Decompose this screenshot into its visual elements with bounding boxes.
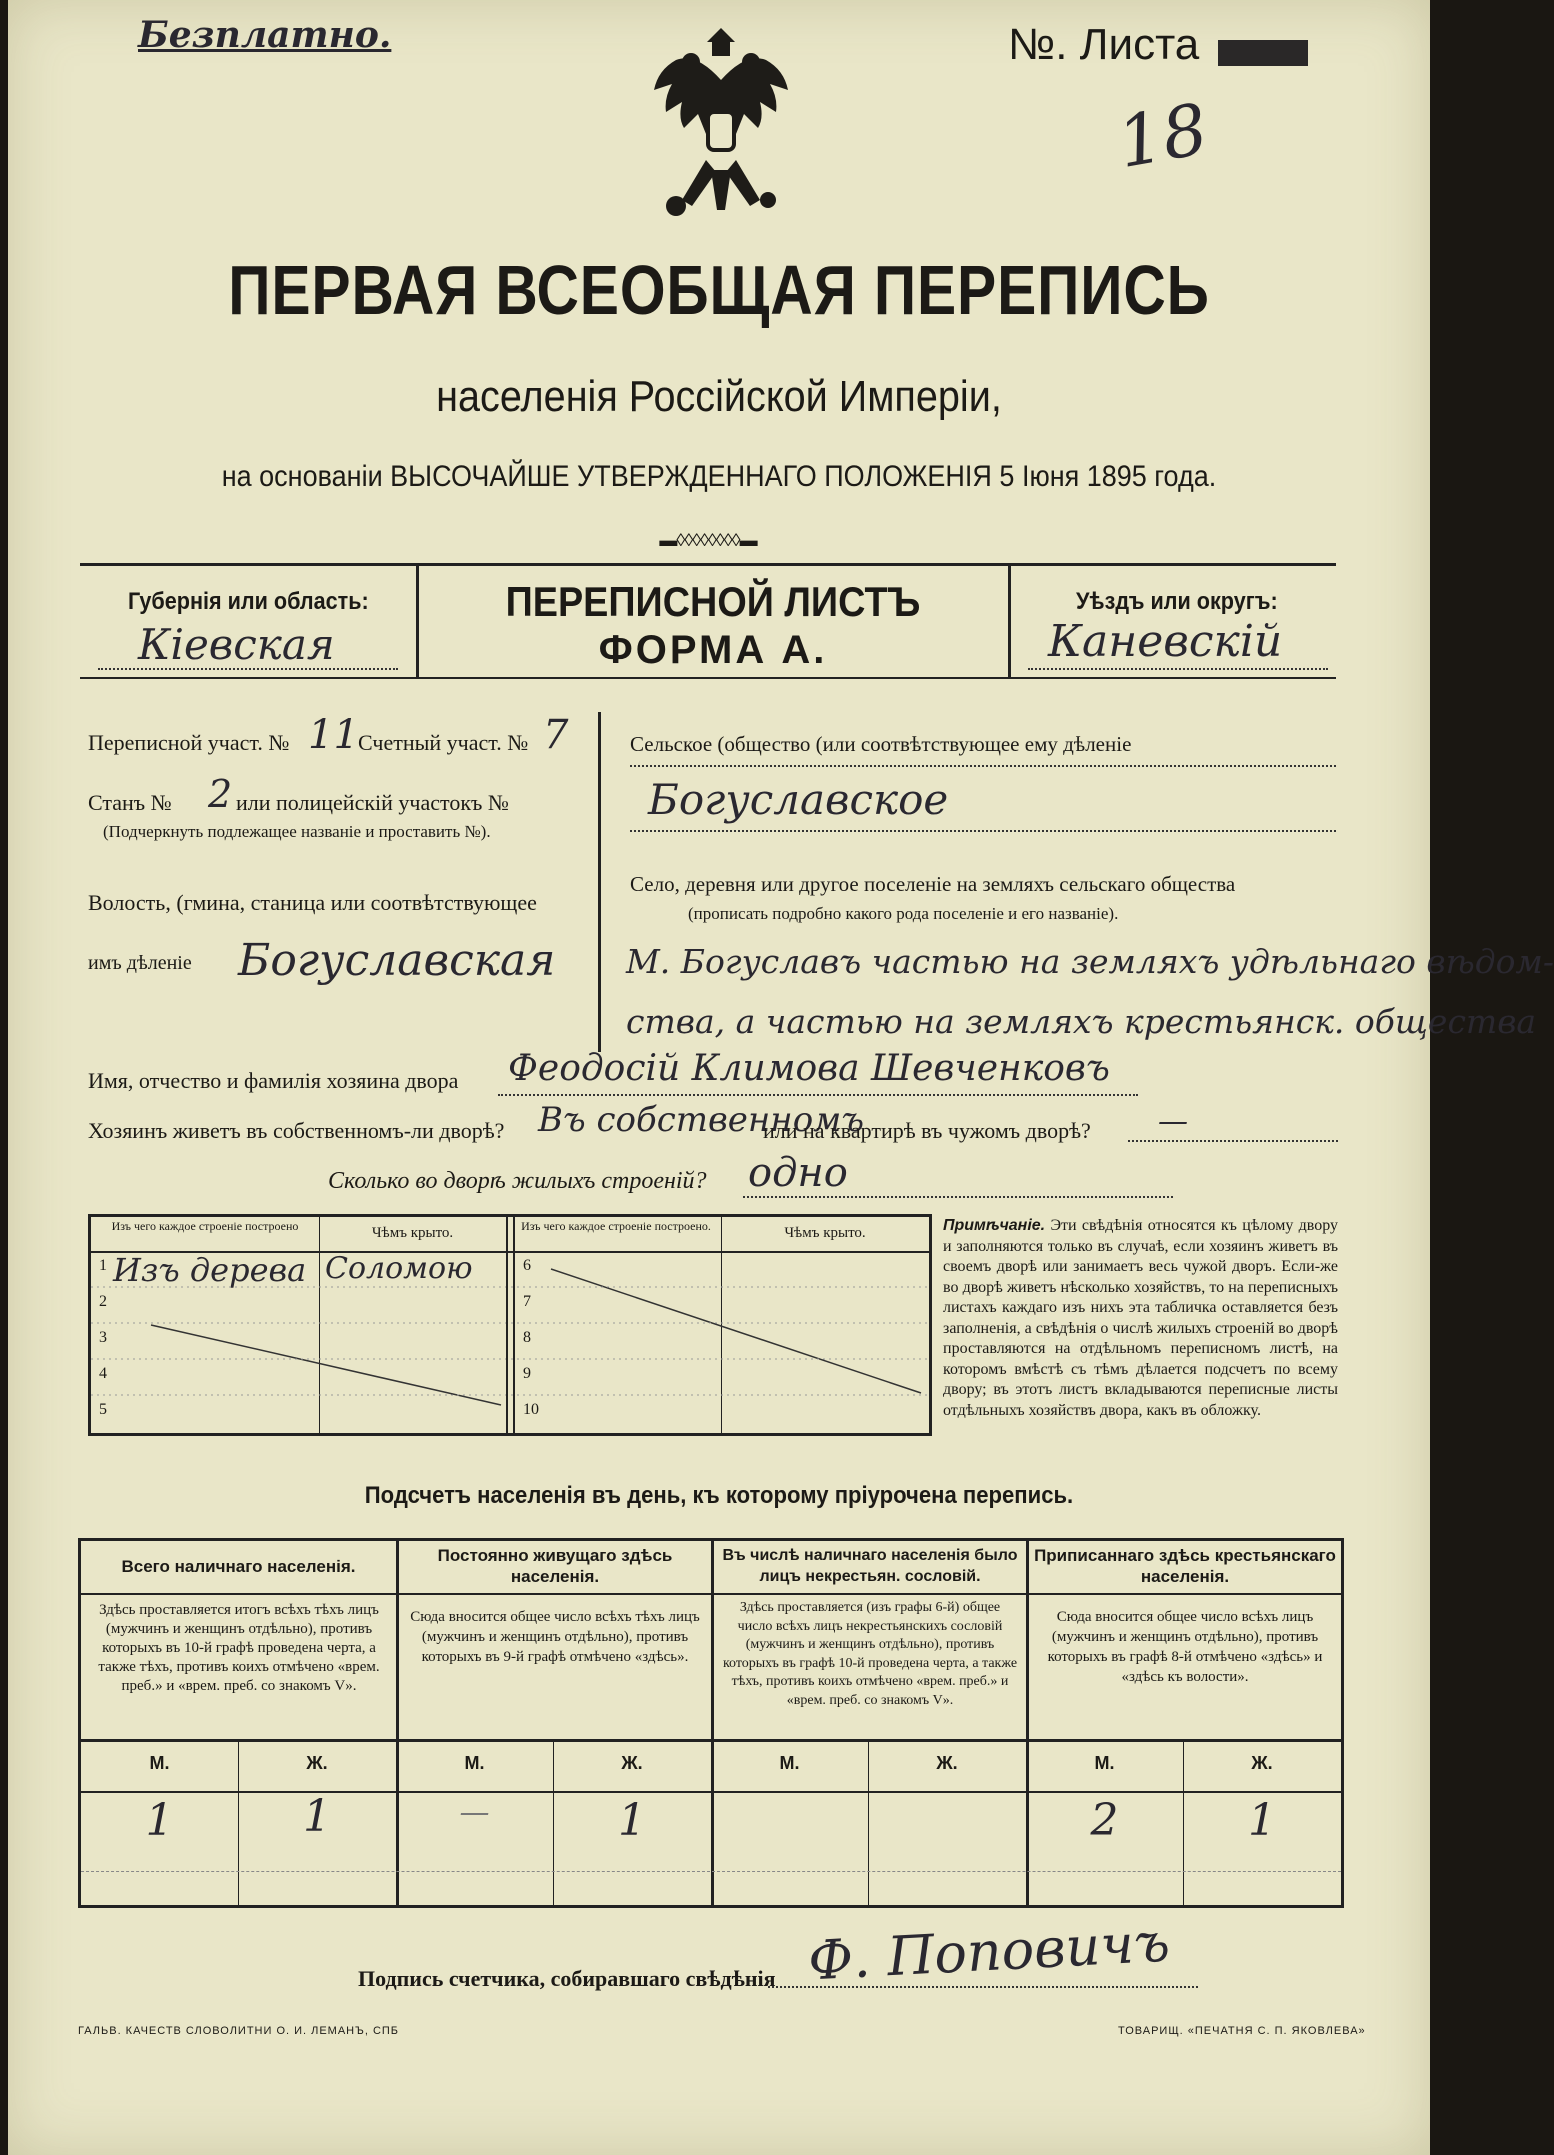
- row-number: 2: [99, 1293, 107, 1310]
- society-line-1: [630, 765, 1336, 767]
- mf-head-rule: [81, 1739, 1341, 1742]
- village-note: (прописать подробно какого рода поселеніе и его названіе).: [688, 904, 1119, 923]
- group-rule-1: [396, 1541, 399, 1905]
- col-roof-header-right: Чѣмъ крыто.: [784, 1225, 866, 1241]
- count-section-value: 7: [543, 712, 569, 758]
- legal-basis: на основаніи ВЫСОЧАЙШЕ УТВЕРЖДЕННАГО ПОЛОЖЕНІЯ 5 Іюня 1895 года.: [221, 460, 1217, 493]
- roof-value: Соломою: [325, 1251, 473, 1286]
- buildings-label: Сколько во дворѣ жилыхъ строеній?: [328, 1168, 707, 1194]
- sheet-number-label: №. Листа: [1008, 20, 1200, 69]
- census-section-value: 11: [308, 712, 359, 758]
- form-top-rule: [80, 563, 1336, 566]
- row-number: 4: [99, 1365, 107, 1382]
- form-head-bottom-rule: [80, 677, 1336, 679]
- printer-right: ТОВАРИЩ. «ПЕЧАТНЯ С. П. ЯКОВЛЕВА»: [1118, 2025, 1366, 2037]
- buildings-line: [743, 1196, 1173, 1198]
- group-rule-2: [711, 1541, 714, 1905]
- signature-line: [768, 1986, 1198, 1988]
- buildings-value: одно: [748, 1150, 848, 1196]
- male-label: М.: [149, 1753, 170, 1773]
- g4-male-value: 2: [1090, 1795, 1119, 1846]
- g2-male-value: —: [459, 1795, 490, 1830]
- count-section-label: Счетный участ. №: [358, 730, 529, 755]
- society-line-2: [630, 830, 1336, 832]
- police-label: или полицейскій участокъ №: [236, 790, 509, 815]
- g4-female-value: 1: [1248, 1795, 1276, 1846]
- col-material-header: Изъ чего каждое строеніе построено: [111, 1219, 299, 1233]
- row-number: 9: [523, 1365, 531, 1382]
- redacted-box: [1218, 40, 1308, 66]
- male-label: М.: [1094, 1753, 1115, 1773]
- district-value: Каневскій: [1048, 616, 1283, 667]
- fields-divider: [598, 712, 601, 1052]
- stan-label: Станъ №: [88, 790, 172, 815]
- apartment-value: —: [1158, 1104, 1188, 1139]
- province-value: Кіевская: [138, 620, 335, 669]
- province-line: [98, 668, 398, 670]
- female-label: Ж.: [621, 1753, 643, 1773]
- district-label: Уѣздъ или округъ:: [1076, 588, 1278, 615]
- lives-value: Въ собственномъ: [538, 1100, 865, 1140]
- imperial-eagle-icon: [616, 20, 826, 230]
- group-1-head: Всего наличнаго населенія.: [121, 1557, 356, 1576]
- row-number: 7: [523, 1293, 531, 1310]
- col-material-header-right: Изъ чего каждое строеніе построено.: [521, 1219, 711, 1233]
- volost-value: Богуславская: [238, 935, 556, 986]
- signature-value: Ф. Поповичъ: [806, 1910, 1172, 1993]
- census-sheet: [8, 0, 1554, 2155]
- male-label: М.: [779, 1753, 800, 1773]
- census-section-label: Переписной участ. №: [88, 730, 290, 755]
- volost-label-2: имъ дѣленіе: [88, 952, 192, 974]
- row-number: 5: [99, 1401, 107, 1418]
- owner-name-label: Имя, отчество и фамилія хозяина двора: [88, 1068, 459, 1093]
- signature-label: Подпись счетчика, собиравшаго свѣдѣнія: [358, 1966, 776, 1991]
- form-subtitle: ФОРМА А.: [598, 628, 828, 672]
- group-1-text: Здѣсь проставляется итогъ всѣхъ тѣхъ лицъ (мужчинъ и женщинъ отдѣльно), противъ которыхъ въ 10-й графѣ проведена черта, а также тѣхъ, противъ коихъ отмѣчено «врем. преб.» и «врем. преб. со знакомъ V».: [98, 1602, 380, 1694]
- province-label: Губернія или область:: [128, 588, 369, 615]
- row-number: 10: [523, 1401, 539, 1418]
- material-value: Изъ дерева: [113, 1251, 307, 1289]
- g1-female-value: 1: [303, 1791, 331, 1842]
- note-block: [943, 1216, 1338, 1421]
- stan-note: (Подчеркнуть подлежащее названіе и проставить №).: [103, 822, 491, 841]
- group-2-text: Сюда вносится общее число всѣхъ тѣхъ лицъ (мужчинъ и женщинъ отдѣльно), противъ которыхъ въ 9-й графѣ отмѣчено «здѣсь».: [410, 1609, 700, 1665]
- group-4-head: Приписаннаго здѣсь крестьянскаго населенія.: [1034, 1546, 1336, 1586]
- dashed-rule: [81, 1871, 1341, 1872]
- group-head-rule: [81, 1593, 1341, 1595]
- village-value-1: М. Богуславъ частью на земляхъ удѣльнаго вѣдом-: [626, 942, 1554, 981]
- subtitle: населенія Россійской Имперіи,: [436, 372, 1002, 421]
- note-text: Эти свѣдѣнія относятся къ цѣлому двору и заполняются только въ случаѣ, если хозяинъ живетъ въ своемъ дворѣ или занимаетъ весь чужой дворъ. Если-же во дворѣ живетъ нѣсколько хозяйствъ, то на переписныхъ листахъ каждаго изъ нихъ эта табличка оставляется безъ заполненія, а свѣдѣнія о числѣ жилыхъ строеній во дворѣ проставляются на отдѣльномъ переписномъ листѣ, на которомъ вмѣстѣ съ тѣмъ дѣлается подсчетъ по всему двору; въ этотъ листъ вкладываются переписные листы отдѣльныхъ хозяйствъ двора, какъ въ обложку.: [943, 1217, 1339, 1419]
- district-line: [1028, 668, 1328, 670]
- apartment-line: [1128, 1140, 1338, 1142]
- female-label: Ж.: [1251, 1753, 1273, 1773]
- main-title: ПЕРВАЯ ВСЕОБЩАЯ ПЕРЕПИСЬ: [228, 251, 1210, 329]
- female-label: Ж.: [306, 1753, 328, 1773]
- printer-left: ГАЛЬВ. КАЧЕСТВ СЛОВОЛИТНИ О. И. ЛЕМАНЪ, СПБ: [78, 2025, 400, 2037]
- col-roof-header: Чѣмъ крыто.: [371, 1225, 454, 1241]
- count-title: Подсчетъ населенія въ день, къ которому пріурочена перепись.: [364, 1482, 1074, 1509]
- owner-name-line: [498, 1094, 1138, 1096]
- apartment-label: или на квартирѣ въ чужомъ дворѣ?: [763, 1118, 1091, 1143]
- count-table: [78, 1538, 1344, 1908]
- group-4-text: Сюда вносится общее число всѣхъ лицъ (мужчинъ и женщинъ отдѣльно), противъ которыхъ въ графѣ 8-й отмѣчено «здѣсь» и «здѣсь къ волости».: [1047, 1609, 1323, 1685]
- free-label: Безплатно.: [138, 14, 392, 56]
- male-label: М.: [464, 1753, 485, 1773]
- row-number: 6: [523, 1257, 531, 1274]
- ornament-divider: ▬◊◊◊◊◊◊◊◊▬: [659, 530, 757, 550]
- lives-label: Хозяинъ живетъ въ собственномъ-ли дворѣ?: [88, 1118, 505, 1143]
- buildings-table: [88, 1214, 932, 1436]
- row-number: 1: [99, 1257, 107, 1274]
- group-2-head: Постоянно живущаго здѣсь населенія.: [437, 1546, 673, 1586]
- g1-male-value: 1: [145, 1795, 174, 1846]
- row-number: 3: [99, 1329, 107, 1346]
- group-3-text: Здѣсь проставляется (изъ графы 6-й) общее число всѣхъ лицъ некрестьянскихъ сословій (мужчинъ и женщинъ отдѣльно), противъ которыхъ въ графѣ 10-й проведена черта, а также тѣхъ, противъ коихъ отмѣчено «врем. преб.» и «врем. преб. со знакомъ V».: [722, 1600, 1018, 1708]
- row-number: 8: [523, 1329, 531, 1346]
- volost-label: Волость, (гмина, станица или соотвѣтствующее: [88, 890, 537, 915]
- form-divider-right: [1008, 565, 1011, 677]
- society-label: Сельское (общество (или соотвѣтствующее ему дѣленіе: [630, 732, 1132, 756]
- note-label: Примѣчаніе.: [943, 1217, 1046, 1234]
- owner-name-value: Феодосій Климова Шевченковъ: [508, 1048, 1110, 1089]
- strike-lines: [91, 1217, 929, 1433]
- village-label: Село, деревня или другое поселеніе на земляхъ сельскаго общества: [630, 872, 1236, 896]
- stan-value: 2: [208, 772, 233, 816]
- society-value: Богуславское: [648, 775, 949, 824]
- female-label: Ж.: [936, 1753, 958, 1773]
- form-title: ПЕРЕПИСНОЙ ЛИСТЪ: [505, 578, 921, 625]
- g2-female-value: 1: [618, 1795, 646, 1846]
- village-value-2: ства, а частью на земляхъ крестьянск. общества: [626, 1002, 1537, 1041]
- group-rule-3: [1026, 1541, 1029, 1905]
- sheet-number-handwritten: 18: [1111, 87, 1214, 185]
- group-3-head: Въ числѣ наличнаго населенія было лицъ некрестьян. сословій.: [722, 1547, 1018, 1585]
